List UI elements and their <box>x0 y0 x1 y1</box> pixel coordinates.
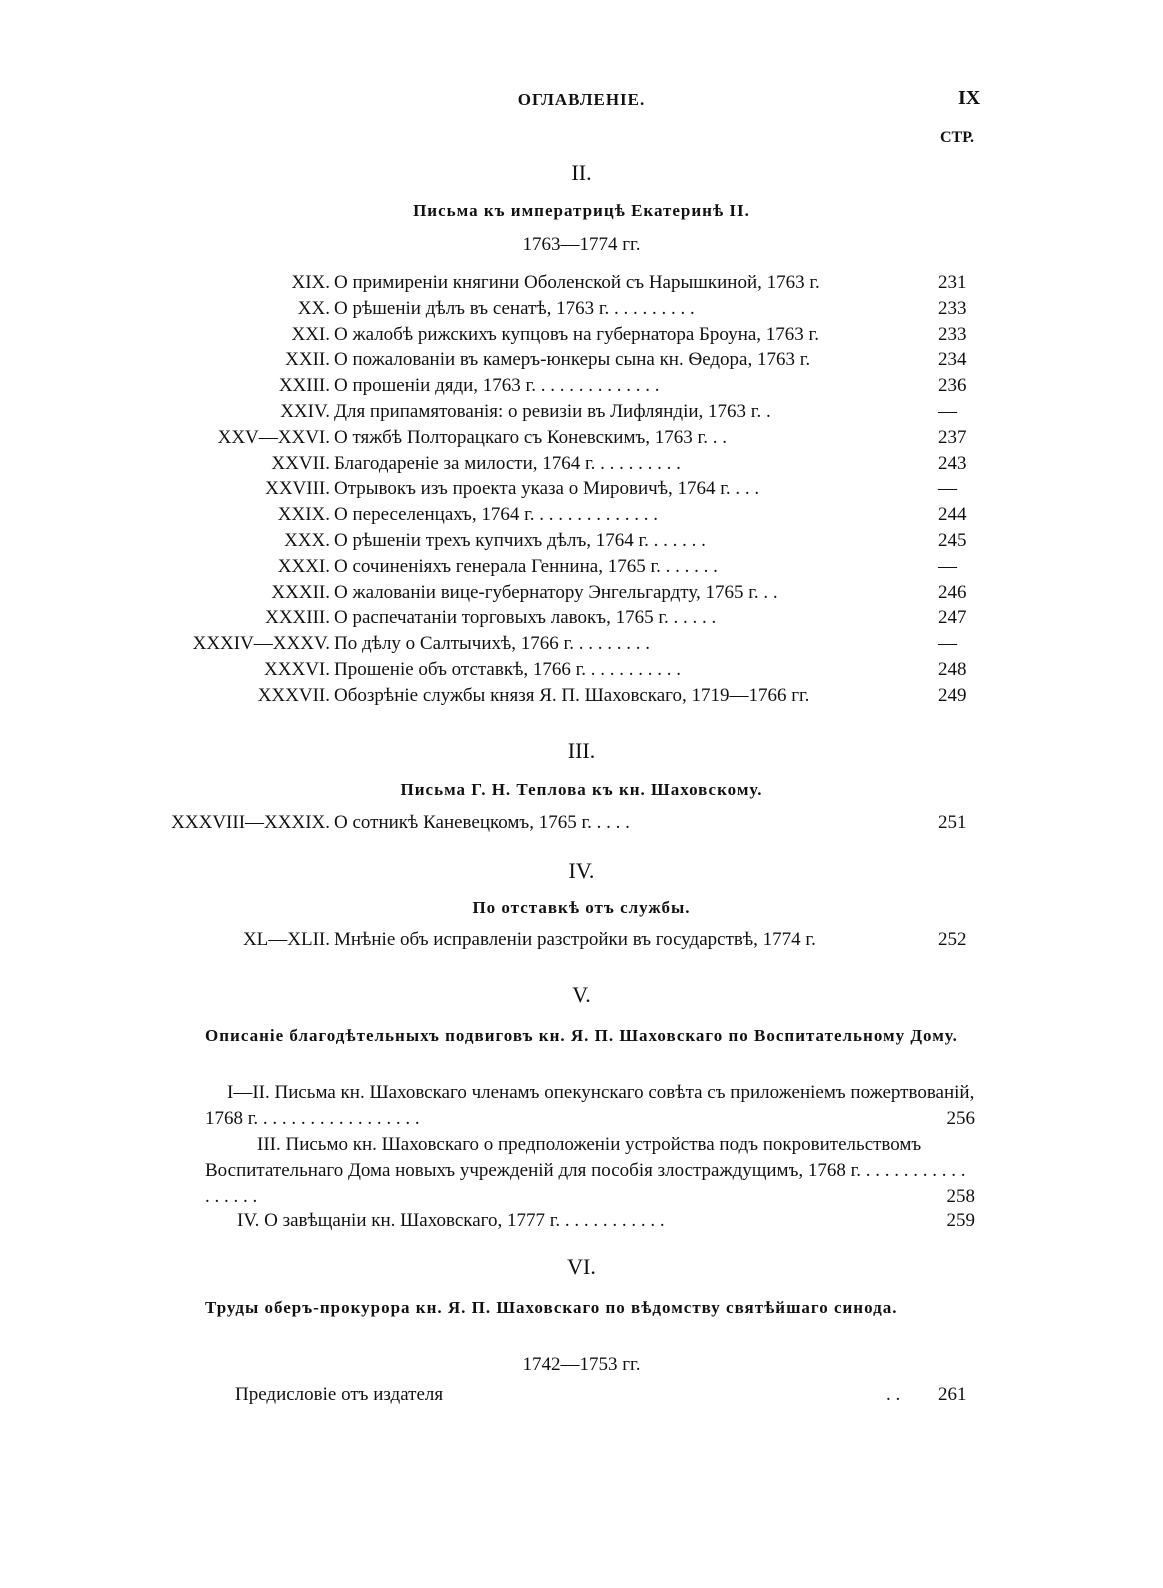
section-2-years: 1763—1774 гг. <box>522 234 641 255</box>
entry-number: XXXIV—XXXV. <box>192 633 330 655</box>
section-5-title: Описаніе благодѣтельныхъ подвиговъ кн. Я. П. Шаховскаго по Воспитательному Дому. <box>205 1026 958 1045</box>
toc-entry <box>0 502 1163 528</box>
entry-page: 244 <box>938 504 967 526</box>
toc-entry <box>0 580 1163 606</box>
entry-page: 246 <box>938 581 967 603</box>
section-4-numeral: IV. <box>568 858 595 883</box>
entry-page: 252 <box>938 929 967 950</box>
entry-text: Письма кн. Шаховскаго членамъ опекунскаго совѣта съ приложеніемъ пожертвованій, 1768 г. . . . . . . . . . . . . . . . . . <box>205 1082 975 1129</box>
entry-number: XXIV. <box>280 401 330 422</box>
toc-entry <box>0 810 1163 836</box>
toc-entry <box>0 322 1163 348</box>
toc-entry <box>0 451 1163 477</box>
toc-entry <box>0 657 1163 683</box>
toc-entry <box>0 927 1163 953</box>
entry-page: — <box>938 478 957 500</box>
section-6-entry-1 <box>0 1382 1163 1408</box>
entry-page: 236 <box>938 375 967 397</box>
entry-page: 261 <box>938 1384 967 1405</box>
entry-page: — <box>938 633 957 655</box>
section-5-numeral: V. <box>572 982 591 1007</box>
entry-page: 247 <box>938 607 967 629</box>
section-5-entry-2 <box>205 1132 975 1210</box>
entry-number: XXXVIII—XXXIX. <box>171 812 330 833</box>
entry-text: Письмо кн. Шаховскаго о предположеніи устройства подъ покровительствомъ Воспитательнаго Дома новыхъ учрежденій для пособія злостраждущимъ, 1768 г. . . . . . . . . . . . . . . . . . <box>205 1134 966 1207</box>
entry-text: О примиреніи княгини Оболенской съ Нарышкиной, 1763 г. <box>334 272 820 293</box>
running-head: ОГЛАВЛЕНІЕ. <box>517 90 646 109</box>
entry-page: 251 <box>938 812 967 833</box>
entry-page: 234 <box>938 349 967 371</box>
section-6-title: Труды оберъ-прокурора кн. Я. П. Шаховскаго по вѣдомству святѣйшаго синода. <box>205 1298 898 1317</box>
toc-entry <box>0 554 1163 580</box>
entry-number: III. <box>257 1134 281 1155</box>
entry-page: — <box>938 401 957 422</box>
entry-number: XXX. <box>284 530 330 551</box>
toc-entry <box>0 631 1163 657</box>
entry-number: XXIII. <box>278 375 330 397</box>
entry-number: XL—XLII. <box>242 929 330 950</box>
entry-text: О тяжбѣ Полторацкаго съ Коневскимъ, 1763 г. . . <box>334 426 727 448</box>
entry-number: XXII. <box>285 349 330 371</box>
entry-number: XXXI. <box>277 555 330 577</box>
entry-number: XX. <box>297 297 330 319</box>
entry-text: О пожалованіи въ камеръ-юнкеры сына кн. Ѳедора, 1763 г. <box>334 349 811 371</box>
section-6-numeral: VI. <box>567 1254 596 1279</box>
entry-page: 249 <box>938 684 967 706</box>
toc-entry <box>0 683 1163 709</box>
entry-number: XIX. <box>291 272 330 293</box>
entry-page: 245 <box>938 530 967 551</box>
section-3-numeral: III. <box>567 738 596 763</box>
entry-text: Мнѣніе объ исправленіи разстройки въ государствѣ, 1774 г. <box>334 929 816 950</box>
entry-number: IV. <box>237 1210 260 1231</box>
entry-text: Предисловіе отъ издателя <box>235 1384 444 1405</box>
toc-entry <box>0 476 1163 502</box>
entry-number: XXIX. <box>277 504 330 526</box>
entry-text: Отрывокъ изъ проекта указа о Мировичѣ, 1764 г. . . . <box>334 478 760 500</box>
entry-text: О прошеніи дяди, 1763 г. . . . . . . . . . . . . . <box>334 375 660 397</box>
section-4-title: По отставкѣ отъ службы. <box>472 898 691 917</box>
page-number: IX <box>958 87 981 109</box>
entry-text: О распечатаніи торговыхъ лавокъ, 1765 г. . . . . . <box>334 607 717 629</box>
entry-page: 258 <box>946 1186 975 1207</box>
entry-text: О сотникѣ Каневецкомъ, 1765 г. . . . . <box>334 812 630 833</box>
entry-text: Прошеніе объ отставкѣ, 1766 г. . . . . . . . . . . <box>334 659 682 680</box>
toc-entry <box>0 425 1163 451</box>
entry-text: Обозрѣніе службы князя Я. П. Шаховскаго, 1719—1766 гг. <box>334 684 810 706</box>
toc-entry <box>0 270 1163 296</box>
toc-entry <box>0 296 1163 322</box>
entry-page: 233 <box>938 323 967 345</box>
entry-text: Благодареніе за милости, 1764 г. . . . . . . . . . <box>334 452 681 474</box>
entry-number: XXXII. <box>271 581 330 603</box>
entry-text: О сочиненіяхъ генерала Геннина, 1765 г. . . . . . . <box>334 555 718 577</box>
section-2-title: Письма къ императрицѣ Екатеринѣ II. <box>413 201 750 220</box>
entry-number: XXXVI. <box>264 659 330 680</box>
toc-entry <box>0 347 1163 373</box>
entry-page: 243 <box>938 452 967 474</box>
entry-number: XXI. <box>291 323 330 345</box>
entry-page: 256 <box>946 1108 975 1129</box>
toc-entry <box>0 373 1163 399</box>
entry-page: 231 <box>938 272 967 293</box>
entry-number: XXXVII. <box>257 684 330 706</box>
entry-text: О переселенцахъ, 1764 г. . . . . . . . . . . . . . <box>334 504 659 526</box>
entry-text: О рѣшеніи трехъ купчихъ дѣлъ, 1764 г. . . . . . . <box>334 530 706 551</box>
page-column-label: СТР. <box>940 129 974 146</box>
toc-entry <box>0 528 1163 554</box>
section-5-entry-3 <box>205 1208 975 1234</box>
toc-entry <box>0 605 1163 631</box>
entry-text: Для припамятованія: о ревизіи въ Лифляндіи, 1763 г. . <box>334 401 771 422</box>
entry-number: XXVIII. <box>265 478 330 500</box>
entry-text: По дѣлу о Салтычихѣ, 1766 г. . . . . . . . . <box>334 633 650 655</box>
section-3-title: Письма Г. Н. Теплова къ кн. Шаховскому. <box>400 780 763 799</box>
entry-text: О рѣшеніи дѣлъ въ сенатѣ, 1763 г. . . . . . . . . . <box>334 297 695 319</box>
entry-page: 237 <box>938 426 967 448</box>
entry-number: XXVII. <box>271 452 330 474</box>
entry-page: — <box>938 555 957 577</box>
section-5-entry-1 <box>205 1080 975 1132</box>
toc-entry <box>0 399 1163 425</box>
entry-number: I—II. <box>227 1082 270 1103</box>
entry-leader-dots: . . <box>886 1384 901 1405</box>
entry-text: О жалобѣ рижскихъ купцовъ на губернатора Броуна, 1763 г. <box>334 323 819 345</box>
entry-number: XXV—XXVI. <box>217 426 330 448</box>
entry-number: XXXIII. <box>265 607 330 629</box>
section-2-numeral: II. <box>571 160 592 185</box>
entry-text: О жалованіи вице-губернатору Энгельгардту, 1765 г. . . <box>334 581 778 603</box>
entry-page: 233 <box>938 297 967 319</box>
entry-page: 259 <box>946 1210 975 1231</box>
entry-page: 248 <box>938 659 967 680</box>
entry-text: О завѣщаніи кн. Шаховскаго, 1777 г. . . . . . . . . . . . <box>264 1210 665 1231</box>
section-6-years: 1742—1753 гг. <box>522 1354 641 1375</box>
